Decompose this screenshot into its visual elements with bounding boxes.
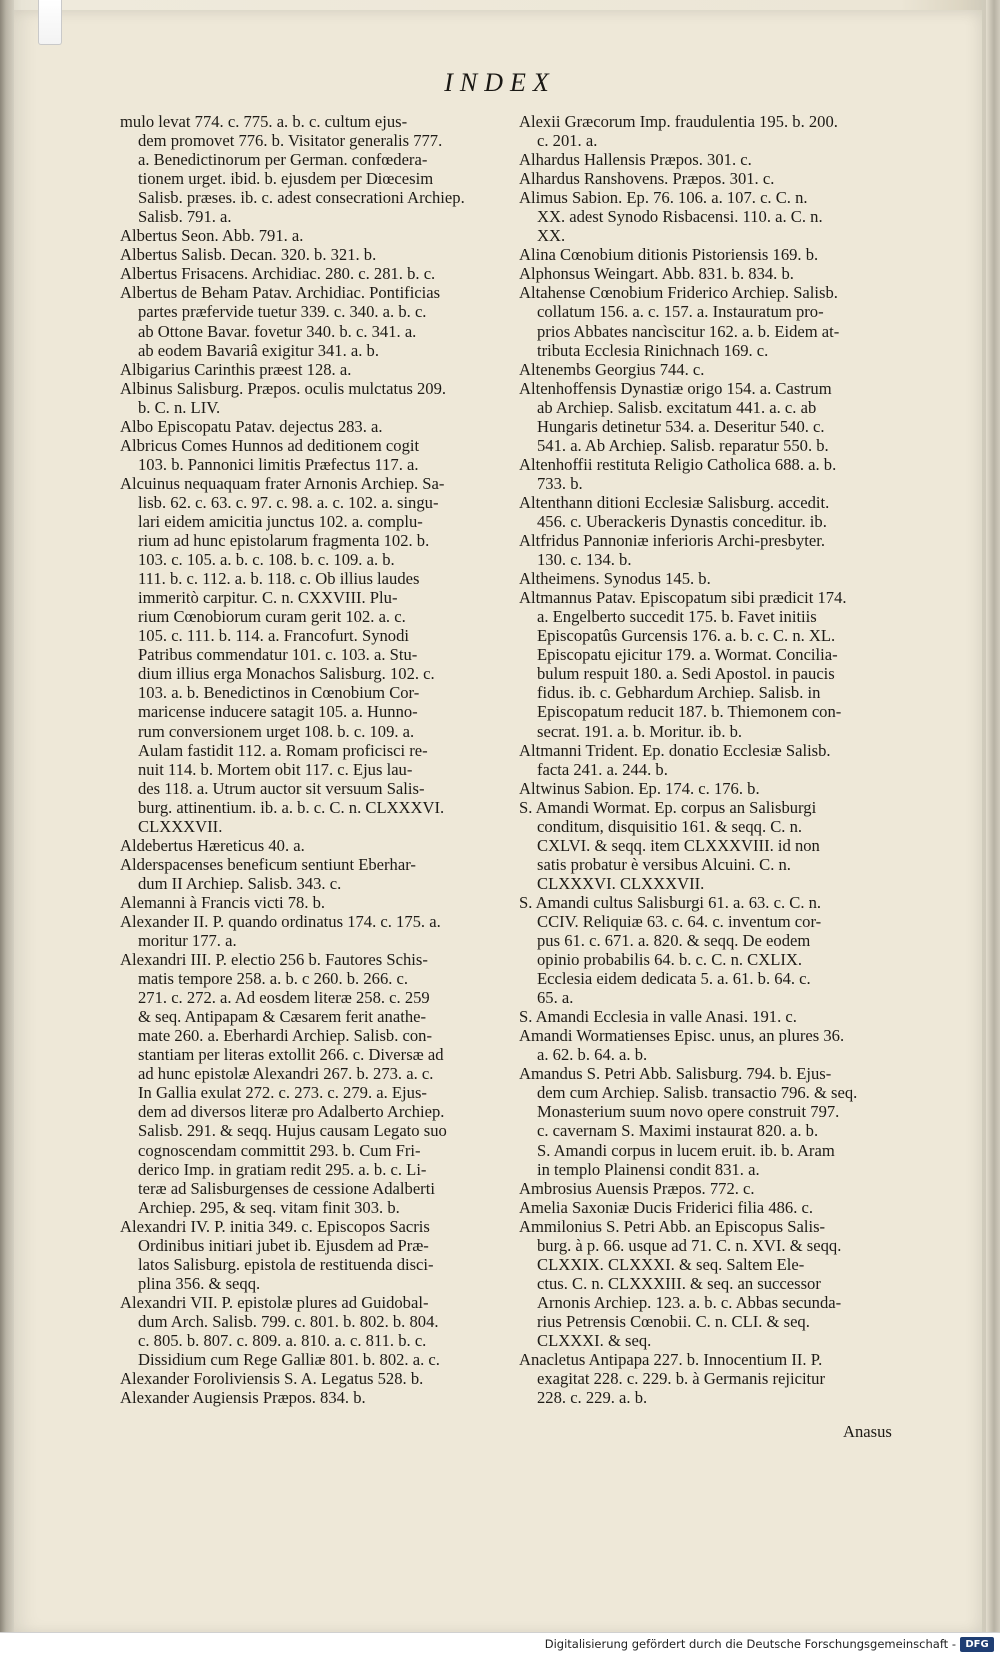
- index-entry-continuation-line: Episcopatum reducit 187. b. Thiemonem con-: [537, 702, 842, 722]
- index-entry-continuation-line: 65. a.: [537, 988, 574, 1008]
- index-entry-continuation-line: pus 61. c. 671. a. 820. & seqq. De eodem: [537, 931, 811, 951]
- index-entry: [519, 245, 894, 264]
- index-entry-continuation-line: 541. a. Ab Archiep. Salisb. reparatur 550. b.: [537, 435, 829, 455]
- index-entry-continuation-line: ab Ottone Bavar. fovetur 340. b. c. 341. a.: [138, 321, 417, 341]
- index-entry-first-line: Altahense Cœnobium Friderico Archiep. Salisb.: [519, 283, 838, 303]
- index-entry-first-line: Alexandri III. P. electio 256 b. Fautores Schis-: [120, 950, 428, 970]
- index-entry-continuation-line: partes præfervide tuetur 339. c. 340. a. b. c.: [138, 302, 427, 322]
- index-entry-first-line: Albertus Seon. Abb. 791. a.: [120, 226, 304, 246]
- index-entry-first-line: Amandus S. Petri Abb. Salisburg. 794. b. Ejus-: [519, 1064, 832, 1084]
- index-entry: [120, 283, 496, 359]
- dfg-logo-icon: DFG: [960, 1637, 994, 1652]
- index-entry-continuation-line: tributa Ecclesia Rinichnach 169. c.: [537, 340, 769, 360]
- index-entry-continuation-line: nuit 114. b. Mortem obit 117. c. Ejus lau-: [138, 759, 413, 779]
- index-entry-continuation-line: immeritò carpitur. C. n. CXXVIII. Plu-: [138, 588, 398, 608]
- index-entry-continuation-line: Monasterium suum novo opere construit 797.: [537, 1102, 840, 1122]
- index-entry-first-line: Altheimens. Synodus 145. b.: [519, 569, 711, 589]
- index-entry-first-line: Aldebertus Hæreticus 40. a.: [120, 835, 305, 855]
- index-entry-continuation-line: a. 62. b. 64. a. b.: [537, 1045, 648, 1065]
- index-entry: [120, 950, 496, 1217]
- page-title: INDEX: [444, 68, 556, 97]
- index-entry-first-line: Altfridus Pannoniæ inferioris Archi-presbyter.: [519, 531, 826, 551]
- index-entry-first-line: Anacletus Antipapa 227. b. Innocentium II. P.: [519, 1350, 823, 1370]
- index-entry-first-line: Albricus Comes Hunnos ad deditionem cogit: [120, 435, 420, 455]
- index-entry-continuation-line: CXLVI. & seqq. item CLXXXVIII. id non: [537, 835, 820, 855]
- index-entry-continuation-line: dem promovet 776. b. Visitator generalis 777.: [138, 131, 443, 151]
- index-entry-continuation-line: exagitat 228. c. 229. b. à Germanis rejicitur: [537, 1369, 825, 1389]
- index-entry-continuation-line: CCIV. Reliquiæ 63. c. 64. c. inventum cor-: [537, 911, 822, 931]
- index-entry-continuation-line: collatum 156. a. c. 157. a. Instauratum pro-: [537, 302, 824, 322]
- index-entry-first-line: Albo Episcopatu Patav. dejectus 283. a.: [120, 416, 383, 436]
- index-entry: [519, 379, 894, 455]
- index-entry: [519, 112, 894, 150]
- catchword: Anasus: [843, 1422, 892, 1441]
- index-entry: [519, 455, 894, 493]
- index-entry-continuation-line: CLXXXI. & seq.: [537, 1331, 652, 1350]
- index-entry: [519, 1198, 894, 1217]
- index-entry-continuation-line: cognoscendam committit 293. b. Cum Fri-: [138, 1140, 421, 1160]
- index-entry-first-line: Alexander Augiensis Præpos. 834. b.: [120, 1388, 366, 1408]
- index-entry-continuation-line: c. cavernam S. Maximi instaurat 820. a. b.: [537, 1121, 819, 1141]
- index-entry: [519, 188, 894, 245]
- index-entry-continuation-line: Ordinibus initiari jubet ib. Ejusdem ad Præ-: [138, 1235, 429, 1255]
- index-entry-continuation-line: Archiep. 295, & seq. vitam finit 303. b.: [138, 1197, 400, 1217]
- index-entry-continuation-line: dem ad diversos literæ pro Adalberto Archiep.: [138, 1102, 445, 1122]
- index-entry-continuation-line: CLXXXVI. CLXXXVII.: [537, 873, 705, 893]
- index-entry: [120, 855, 496, 893]
- index-entry: [120, 436, 496, 474]
- index-entry-continuation-line: latos Salisburg. epistola de restituenda disci-: [138, 1254, 434, 1274]
- index-entry-first-line: Ambrosius Auensis Præpos. 772. c.: [519, 1178, 755, 1198]
- index-entry-continuation-line: bulum respuit 180. a. Sedi Apostol. in paucis: [537, 664, 835, 684]
- index-entry-continuation-line: b. C. n. LIV.: [138, 397, 221, 417]
- index-entry-first-line: Alemanni à Francis victi 78. b.: [120, 892, 326, 912]
- index-entry-continuation-line: Episcopatu ejicitur 179. a. Wormat. Concilia-: [537, 645, 838, 665]
- index-entry-continuation-line: burg. à p. 66. usque ad 71. C. n. XVI. & seqq.: [537, 1235, 842, 1255]
- index-entry-first-line: Ammilonius S. Petri Abb. an Episcopus Salis-: [519, 1216, 826, 1236]
- index-entry: [519, 169, 894, 188]
- index-entry-first-line: Albertus de Beham Patav. Archidiac. Pontificias: [120, 283, 441, 303]
- index-entry-continuation-line: ctus. C. n. CLXXXIII. & seq. an successor: [537, 1273, 821, 1293]
- index-entry-first-line: Alexandri IV. P. initia 349. c. Episcopos Sacris: [120, 1216, 430, 1236]
- index-entry-continuation-line: c. 805. b. 807. c. 809. a. 810. a. c. 811. b. c.: [138, 1331, 427, 1350]
- index-entry: [519, 1350, 894, 1407]
- index-entry-continuation-line: tionem urget. ibid. b. ejusdem per Diœcesim: [138, 169, 434, 189]
- index-entry-continuation-line: rum conversionem urget 108. b. c. 109. a.: [138, 721, 415, 741]
- index-entry: [120, 264, 496, 283]
- index-entry-first-line: Alderspacenses beneficum sentiunt Eberhar-: [120, 854, 416, 874]
- index-entry-first-line: Alphonsus Weingart. Abb. 831. b. 834. b.: [519, 264, 794, 284]
- index-entry-first-line: Albinus Salisburg. Præpos. oculis mulctatus 209.: [120, 378, 447, 398]
- index-entry-continuation-line: secrat. 191. a. b. Moritur. ib. b.: [537, 721, 743, 741]
- index-entry-continuation-line: a. Engelberto succedit 175. b. Favet initiis: [537, 607, 817, 627]
- index-entry-continuation-line: 456. c. Uberackeris Dynastis conceditur. ib.: [537, 511, 827, 531]
- index-entry-continuation-line: Dissidium cum Rege Galliæ 801. b. 802. a. c.: [138, 1350, 440, 1370]
- index-entry-first-line: Alimus Sabion. Ep. 76. 106. a. 107. c. C. n.: [519, 188, 808, 208]
- index-entry-first-line: Altenhoffii restituta Religio Catholica 688. a. b.: [519, 454, 837, 474]
- index-entry-continuation-line: ad hunc epistolæ Alexandri 267. b. 273. a. c.: [138, 1064, 434, 1084]
- index-entry: [120, 112, 496, 226]
- index-entry-continuation-line: 105. c. 111. b. 114. a. Francofurt. Synodi: [138, 626, 409, 646]
- index-entry-continuation-line: Salisb. 291. & seqq. Hujus causam Legato suo: [138, 1121, 447, 1141]
- index-entry-continuation-line: 103. c. 105. a. b. c. 108. b. c. 109. a. b.: [138, 550, 395, 570]
- index-entry: [120, 1293, 496, 1369]
- index-entry-first-line: Alexander Foroliviensis S. A. Legatus 528. b.: [120, 1369, 424, 1389]
- index-entry-first-line: Alexii Græcorum Imp. fraudulentia 195. b. 200.: [519, 112, 838, 131]
- index-entry-continuation-line: Patribus commendatur 101. c. 103. a. Stu-: [138, 645, 418, 665]
- index-entry: [519, 264, 894, 283]
- index-entry: [120, 379, 496, 417]
- index-entry-first-line: S. Amandi cultus Salisburgi 61. a. 63. c. C. n.: [519, 892, 822, 912]
- index-entry: [519, 531, 894, 569]
- index-entry-continuation-line: ab Archiep. Salisb. excitatum 441. a. c. ab: [537, 397, 817, 417]
- index-entry-continuation-line: rius Petrensis Cœnobii. C. n. CLI. & seq.: [537, 1311, 810, 1331]
- index-entry-continuation-line: a. Benedictinorum per German. confœdera-: [138, 150, 428, 170]
- index-entry: [519, 893, 894, 1007]
- index-entry-continuation-line: 228. c. 229. a. b.: [537, 1388, 648, 1408]
- index-entry-continuation-line: dem cum Archiep. Salisb. transactio 796. & seq.: [537, 1083, 858, 1103]
- index-entry: [519, 1217, 894, 1350]
- index-entry-continuation-line: In Gallia exulat 272. c. 273. c. 279. a. Ejus-: [138, 1083, 427, 1103]
- index-entry-continuation-line: Arnonis Archiep. 123. a. b. c. Abbas secunda-: [537, 1292, 842, 1312]
- book-spine-edge: [0, 0, 14, 1655]
- index-entry: [519, 779, 894, 798]
- index-entry-first-line: Altenhoffensis Dynastiæ origo 154. a. Castrum: [519, 378, 832, 398]
- index-entry: [519, 283, 894, 359]
- index-entry-continuation-line: Salisb. 791. a.: [138, 207, 232, 227]
- index-entry-continuation-line: prios Abbates nancìscitur 162. a. b. Eidem at-: [537, 321, 840, 341]
- index-entry: [120, 1388, 496, 1407]
- index-entry-continuation-line: burg. attinentium. ib. a. b. c. C. n. CLXXXVI.: [138, 797, 445, 817]
- index-entry-continuation-line: rium ad hunc epistolarum fragmenta 102. b.: [138, 531, 430, 551]
- index-entry-first-line: Albertus Frisacens. Archidiac. 280. c. 281. b. c.: [120, 264, 436, 284]
- index-entry: [120, 1217, 496, 1293]
- index-entry-continuation-line: XX. adest Synodo Risbacensi. 110. a. C. n.: [537, 207, 823, 227]
- index-entry-continuation-line: rium Cœnobiorum curam gerit 102. a. c.: [138, 607, 406, 627]
- index-entry: [120, 893, 496, 912]
- index-entry-first-line: Alhardus Hallensis Præpos. 301. c.: [519, 150, 752, 170]
- index-entry: [519, 1064, 894, 1178]
- index-entry-continuation-line: fidus. ib. c. Gebhardum Archiep. Salisb. in: [537, 683, 821, 703]
- index-entry-continuation-line: in templo Plainensi condit 831. a.: [537, 1159, 760, 1179]
- index-entry-continuation-line: CLXXXVII.: [138, 816, 223, 836]
- index-entry-first-line: Altenembs Georgius 744. c.: [519, 359, 705, 379]
- index-entry-continuation-line: & seq. Antipapam & Cæsarem ferit anathe-: [138, 1007, 427, 1027]
- index-entry: [120, 417, 496, 436]
- index-entry-continuation-line: dum Arch. Salisb. 799. c. 801. b. 802. b. 804.: [138, 1311, 439, 1331]
- index-entry: [120, 245, 496, 264]
- index-entry-continuation-line: dium illius erga Monachos Salisburg. 102. c.: [138, 664, 435, 684]
- index-entry-continuation-line: 733. b.: [537, 473, 583, 493]
- index-entry-continuation-line: 103. b. Pannonici limitis Præfectus 117. a.: [138, 454, 419, 474]
- index-entry-continuation-line: Aulam fastidit 112. a. Romam proficisci re-: [138, 740, 428, 760]
- index-entry-continuation-line: ab eodem Bavariâ exigitur 341. a. b.: [138, 340, 379, 360]
- index-entry: [120, 226, 496, 245]
- index-entry-continuation-line: 271. c. 272. a. Ad eosdem literæ 258. c. 259: [138, 988, 430, 1008]
- index-entry: [120, 474, 496, 836]
- index-entry-continuation-line: teræ ad Salisburgenses de cessione Adalberti: [138, 1178, 435, 1198]
- index-entry-first-line: Albertus Salisb. Decan. 320. b. 321. b.: [120, 245, 377, 265]
- index-entry: [519, 360, 894, 379]
- index-entry-first-line: S. Amandi Ecclesia in valle Anasi. 191. c.: [519, 1007, 797, 1027]
- index-entry-first-line: Alina Cœnobium ditionis Pistoriensis 169. b.: [519, 245, 819, 265]
- index-entry-first-line: Altenthann ditioni Ecclesiæ Salisburg. accedit.: [519, 492, 830, 512]
- index-entry-first-line: Altmannus Patav. Episcopatum sibi prædicit 174.: [519, 588, 847, 608]
- index-entry-continuation-line: Hungaris detinetur 534. a. Deseritur 540. c.: [537, 416, 825, 436]
- index-entry-continuation-line: 130. c. 134. b.: [537, 550, 632, 570]
- index-entry: [120, 912, 496, 950]
- index-entry: [519, 493, 894, 531]
- index-entry: [519, 741, 894, 779]
- page-marker-tab: [38, 0, 62, 45]
- index-entry-continuation-line: maricense inducere satagit 105. a. Hunno-: [138, 702, 418, 722]
- index-entry-continuation-line: S. Amandi corpus in lucem eruit. ib. b. Aram: [537, 1140, 835, 1160]
- index-entry-continuation-line: CLXXIX. CLXXXI. & seq. Saltem Ele-: [537, 1254, 805, 1274]
- index-entry-continuation-line: dum II Archiep. Salisb. 343. c.: [138, 873, 342, 893]
- index-entry-first-line: Alcuinus nequaquam frater Arnonis Archiep. Sa-: [120, 473, 445, 493]
- index-entry-continuation-line: XX.: [537, 226, 566, 246]
- index-entry-continuation-line: Episcopatûs Gurcensis 176. a. b. c. C. n. XL.: [537, 626, 836, 646]
- index-entry-first-line: S. Amandi Wormat. Ep. corpus an Salisburgi: [519, 797, 817, 817]
- index-entry: [120, 836, 496, 855]
- index-entry-continuation-line: 111. b. c. 112. a. b. 118. c. Ob illius laudes: [138, 569, 420, 589]
- index-entry: [120, 1369, 496, 1388]
- index-entry-continuation-line: plina 356. & seqq.: [138, 1273, 261, 1293]
- index-entry: [519, 1007, 894, 1026]
- index-column-left: [120, 112, 496, 1407]
- index-entry-continuation-line: des 118. a. Utrum auctor sit versuum Salis-: [138, 778, 425, 798]
- index-entry-continuation-line: Ecclesia eidem dedicata 5. a. 61. b. 64. c.: [537, 969, 811, 989]
- index-entry-continuation-line: moritur 177. a.: [138, 931, 237, 951]
- index-entry-continuation-line: satis probatur è versibus Alcuini. C. n.: [537, 854, 791, 874]
- index-entry-continuation-line: c. 201. a.: [537, 131, 598, 151]
- index-entry: [519, 798, 894, 893]
- index-entry-continuation-line: mate 260. a. Eberhardi Archiep. Salisb. con-: [138, 1026, 432, 1046]
- index-entry-first-line: Amandi Wormatienses Episc. unus, an plures 36.: [519, 1026, 845, 1046]
- index-entry: [120, 360, 496, 379]
- index-entry-continuation-line: lisb. 62. c. 63. c. 97. c. 98. a. c. 102. a. singu-: [138, 492, 439, 512]
- index-entry-first-line: Altwinus Sabion. Ep. 174. c. 176. b.: [519, 778, 760, 798]
- index-entry-continuation-line: opinio probabilis 64. b. c. C. n. CXLIX.: [537, 950, 803, 970]
- index-entry-first-line: Alexandri VII. P. epistolæ plures ad Guidobal-: [120, 1292, 429, 1312]
- index-entry-first-line: Alexander II. P. quando ordinatus 174. c. 175. a.: [120, 911, 441, 931]
- index-entry-first-line: Amelia Saxoniæ Ducis Friderici filia 486. c.: [519, 1197, 814, 1217]
- index-entry-continuation-line: matis tempore 258. a. b. c 260. b. 266. c.: [138, 969, 409, 989]
- index-entry-first-line: Albigarius Carinthis præest 128. a.: [120, 359, 352, 379]
- footer-bar: [0, 1632, 1000, 1655]
- index-entry-continuation-line: 103. a. b. Benedictinos in Cœnobium Cor-: [138, 683, 420, 703]
- index-entry-first-line: Alhardus Ranshovens. Præpos. 301. c.: [519, 169, 775, 189]
- index-entry: [519, 569, 894, 588]
- index-entry-continuation-line: stantiam per literas extollit 266. c. Diversæ ad: [138, 1045, 444, 1065]
- index-entry: [519, 1026, 894, 1064]
- index-entry-continuation-line: Salisb. præses. ib. c. adest consecrationi Archiep.: [138, 188, 465, 208]
- index-entry-first-line: mulo levat 774. c. 775. a. b. c. cultum ejus-: [120, 112, 408, 131]
- index-column-right: [519, 112, 894, 1407]
- index-entry: [519, 1179, 894, 1198]
- index-entry-continuation-line: lari eidem amicitia junctus 102. a. complu-: [138, 511, 423, 531]
- index-entry-continuation-line: derico Imp. in gratiam redit 295. a. b. c. Li-: [138, 1159, 427, 1179]
- index-entry-first-line: Altmanni Trident. Ep. donatio Ecclesiæ Salisb.: [519, 740, 831, 760]
- index-entry-continuation-line: facta 241. a. 244. b.: [537, 759, 668, 779]
- index-entry: [519, 588, 894, 740]
- index-entry-continuation-line: conditum, disquisitio 161. & seqq. C. n.: [537, 816, 803, 836]
- index-entry: [519, 150, 894, 169]
- footer-credit: Digitalisierung gefördert durch die Deutsche Forschungsgemeinschaft -: [544, 1637, 956, 1651]
- page-right-edge: [986, 0, 1000, 1655]
